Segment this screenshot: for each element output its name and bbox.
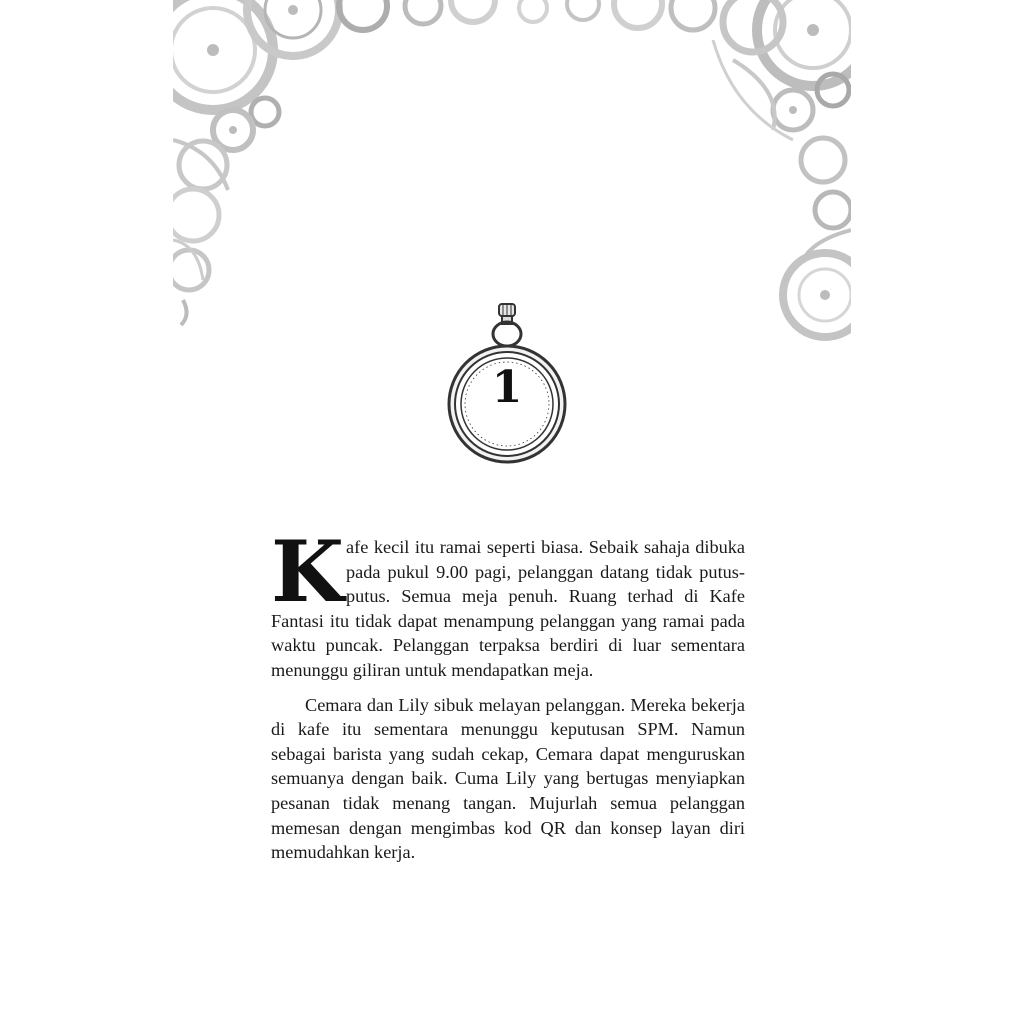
paragraph-text: afe kecil itu ramai seperti biasa. Sebaik sahaja dibuka pada pukul 9.00 pagi, pelanggan datang tidak putus-putus. Semua meja penuh. Ruang terhad di Kafe Fantasi itu tidak dapat menampung pelanggan yang ramai pada waktu puncak. Pelanggan terpaksa berdiri di luar sementara menunggu giliran untuk mendapatkan meja. <box>271 537 745 680</box>
clockwork-gears-ornament <box>173 0 851 350</box>
paragraph: Cemara dan Lily sibuk melayan pelanggan. Mereka bekerja di kafe itu sementara menunggu keputusan SPM. Namun sebagai barista yang sudah cekap, Cemara dapat menguruskan semuanya dengan baik. Cuma Lily yang bertugas menyiapkan pesanan tidak menang tangan. Mujurlah semua pelanggan memesan dengan mengimbas kod QR dan konsep layan diri memudahkan kerja. <box>271 694 745 863</box>
chapter-number: 1 <box>491 362 523 413</box>
chapter-body-text <box>271 522 745 865</box>
drop-cap: K <box>271 522 345 621</box>
paragraph <box>271 522 745 683</box>
book-page <box>173 0 851 1024</box>
